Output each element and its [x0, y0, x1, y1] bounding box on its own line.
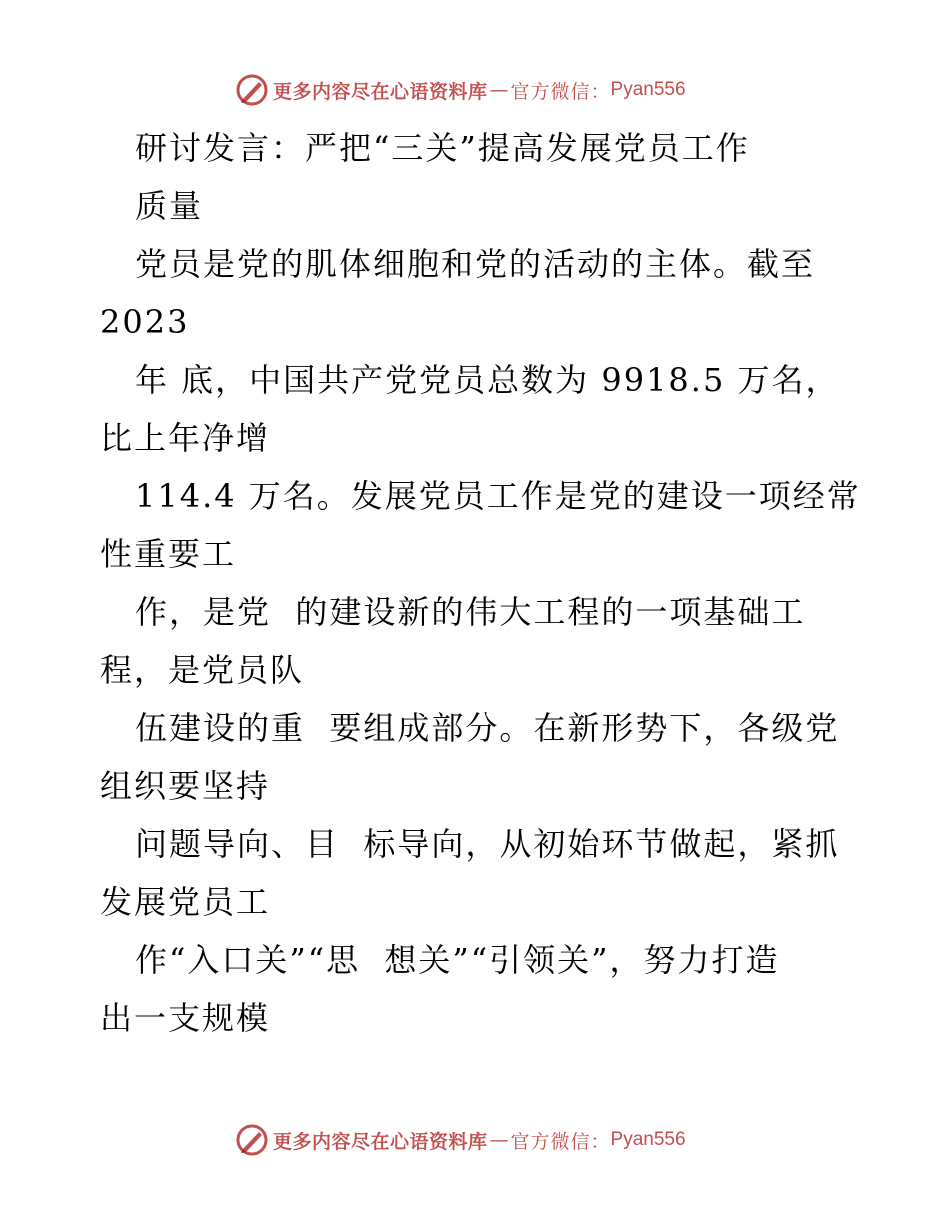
document-title-line-1: 研讨发言：严把“三关”提高发展党员工作: [135, 129, 750, 167]
header-site-name: 更多内容尽在心语资料库: [273, 80, 488, 103]
pen-logo-icon: [235, 1123, 269, 1157]
header-wechat-handle: Pyan556: [610, 79, 686, 100]
body-line: 发展党员工: [100, 883, 271, 921]
body-line: 年 底，中国共产党党员总数为 9918.5 万名，: [135, 361, 840, 399]
body-line: 程，是党员队: [100, 651, 305, 689]
pen-logo-icon: [235, 73, 269, 107]
header-contact-label: 官方微信：: [510, 80, 611, 103]
body-line: 比上年净增: [100, 419, 271, 457]
body-line: 组织要坚持: [100, 767, 271, 805]
footer-dash: —: [489, 1129, 509, 1151]
document-title-line-2: 质量: [135, 187, 204, 225]
footer-contact-label: 官方微信：: [510, 1130, 611, 1153]
header-dash: —: [489, 79, 509, 101]
body-line: 性重要工: [100, 535, 237, 573]
body-line: 2023: [100, 303, 190, 341]
body-line: 伍建设的重 要组成部分。在新形势下，各级党: [135, 709, 840, 747]
body-line: 问题导向、目 标导向，从初始环节做起，紧抓: [135, 825, 840, 863]
footer-wechat-handle: Pyan556: [610, 1129, 686, 1150]
body-line: 出一支规模: [100, 999, 271, 1037]
header-banner: [235, 70, 686, 110]
body-line: 党员是党的肌体细胞和党的活动的主体。截至: [135, 245, 816, 283]
footer-banner: [235, 1120, 686, 1160]
body-line: 作，是党 的建设新的伟大工程的一项基础工: [135, 593, 806, 631]
body-line: 114.4 万名。发展党员工作是党的建设一项经常: [135, 477, 861, 515]
body-line: 作“入口关”“思 想关”“引领关”，努力打造: [135, 941, 780, 979]
footer-site-name: 更多内容尽在心语资料库: [273, 1130, 488, 1153]
